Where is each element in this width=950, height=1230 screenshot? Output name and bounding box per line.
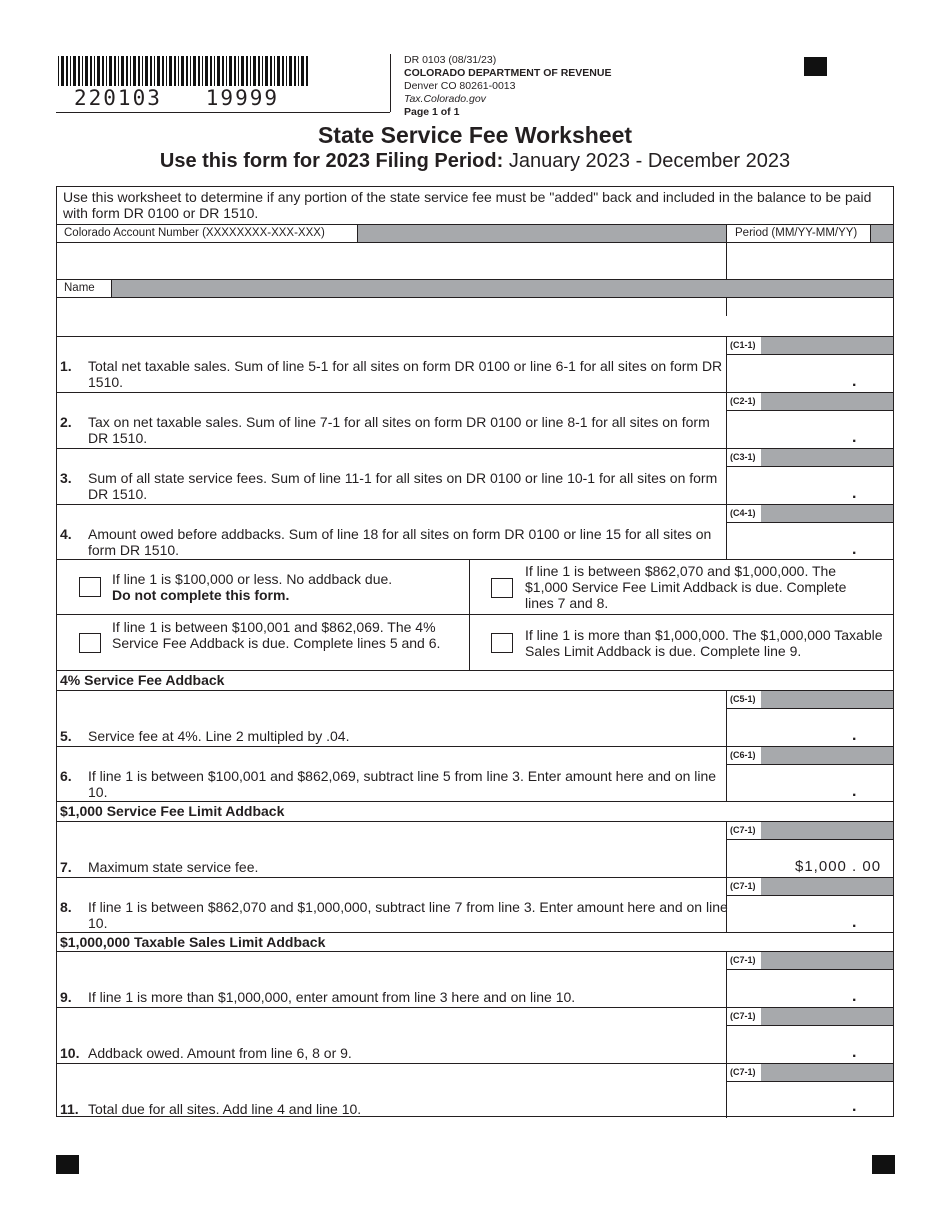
line-2-number: 2. (60, 414, 72, 430)
line-2-text: Tax on net taxable sales. Sum of line 7-1 for all sites on form DR 0100 or line 8-1 for all sites on form DR 1510. (88, 414, 710, 446)
barcode (58, 56, 310, 90)
barcode-bar (193, 56, 196, 86)
barcode-bar (178, 56, 179, 86)
line-1-decimal: . (852, 373, 857, 390)
barcode-number: 220103 19999 (74, 86, 280, 110)
barcode-bar (181, 56, 184, 86)
registration-mark-bottom-right (872, 1155, 895, 1174)
subtitle-period: January 2023 - December 2023 (503, 150, 791, 172)
barcode-bar (253, 56, 256, 86)
barcode-bar (262, 56, 263, 86)
section-1000000-heading: $1,000,000 Taxable Sales Limit Addback (60, 934, 326, 950)
line-6-text: If line 1 is between $100,001 and $862,069, subtract line 5 from line 3. Enter amount here and on line 10. (88, 768, 717, 800)
line-6-number: 6. (60, 768, 72, 784)
barcode-underline (56, 112, 390, 113)
line-5-code: (C5-1) (730, 694, 756, 704)
barcode-bar (121, 56, 124, 86)
barcode-bar (286, 56, 287, 86)
barcode-bar (114, 56, 116, 86)
line-8-code: (C7-1) (730, 881, 756, 891)
line-4-number: 4. (60, 526, 72, 542)
barcode-bar (157, 56, 160, 86)
barcode-bar (238, 56, 239, 86)
line-3-number: 3. (60, 470, 72, 486)
checkbox-1000000-limit-addback-label: If line 1 is more than $1,000,000. The $1,000,000 Taxable Sales Limit Addback is due. Complete line 9. (525, 627, 883, 659)
barcode-bar (274, 56, 275, 86)
checkbox-1000-limit-addback-label: If line 1 is between $862,070 and $1,000,000. The $1,000 Service Fee Limit Addback is due. Complete lines 7 and 8. (525, 563, 847, 611)
barcode-bar (142, 56, 143, 86)
field-header-bar (761, 337, 893, 354)
header-divider (390, 54, 391, 112)
department-name: COLORADO DEPARTMENT OF REVENUE (404, 67, 612, 79)
line-9-amount-field[interactable] (727, 970, 893, 1007)
line-7-code: (C7-1) (730, 825, 756, 835)
line-8-text: If line 1 is between $862,070 and $1,000,000, subtract line 7 from line 3. Enter amount here and on line 10. (88, 899, 728, 931)
barcode-bar (133, 56, 136, 86)
barcode-bar (294, 56, 296, 86)
barcode-bar (66, 56, 68, 86)
line-10-code: (C7-1) (730, 1011, 756, 1021)
line-9-number: 9. (60, 989, 72, 1005)
worksheet-form (56, 186, 894, 1117)
checkbox-4pct-addback[interactable] (79, 633, 101, 653)
label-bar (112, 280, 893, 297)
line-5-decimal: . (852, 727, 857, 744)
page-title: State Service Fee Worksheet (317, 122, 633, 148)
line-4-code: (C4-1) (730, 508, 756, 518)
barcode-bar (217, 56, 220, 86)
line-7-text: Maximum state service fee. (88, 859, 259, 875)
line-11-number: 11. (60, 1101, 79, 1117)
label-bar (358, 225, 727, 242)
barcode-bar (94, 56, 95, 86)
line-3-amount-field[interactable] (727, 467, 893, 504)
barcode-bar (169, 56, 172, 86)
barcode-bar (210, 56, 212, 86)
divider (57, 614, 893, 615)
field-header-bar (761, 952, 893, 969)
barcode-bar (234, 56, 236, 86)
barcode-bar (126, 56, 128, 86)
line-10-text: Addback owed. Amount from line 6, 8 or 9. (88, 1045, 352, 1061)
barcode-bar (162, 56, 164, 86)
line-9-decimal: . (852, 988, 857, 1005)
barcode-bar (150, 56, 152, 86)
line-5-number: 5. (60, 728, 72, 744)
line-6-amount-field[interactable] (727, 765, 893, 801)
line-5-text: Service fee at 4%. Line 2 multipled by .04. (88, 728, 350, 744)
line-10-number: 10. (60, 1045, 80, 1061)
barcode-bar (61, 56, 64, 86)
line-7-amount-value: $1,000 . 00 (795, 858, 882, 875)
department-website: Tax.Colorado.gov (404, 93, 486, 105)
name-label: Name (64, 282, 95, 294)
barcode-bar (270, 56, 272, 86)
field-header-bar (761, 691, 893, 708)
field-header-bar (761, 878, 893, 895)
barcode-bar (222, 56, 224, 86)
line-6-code: (C6-1) (730, 750, 756, 760)
divider (57, 801, 893, 802)
page-number: Page 1 of 1 (404, 106, 460, 118)
line-7-number: 7. (60, 859, 72, 875)
barcode-bar (258, 56, 260, 86)
line-2-code: (C2-1) (730, 396, 756, 406)
checkbox-1000-limit-addback[interactable] (491, 578, 513, 598)
line-1-text: Total net taxable sales. Sum of line 5-1 for all sites on form DR 0100 or line 6-1 for all sites on form DR 1510. (88, 358, 723, 390)
section-4pct-heading: 4% Service Fee Addback (60, 672, 225, 688)
barcode-bar (130, 56, 131, 86)
barcode-bar (70, 56, 71, 86)
line-9-text: If line 1 is more than $1,000,000, enter amount from line 3 here and on line 10. (88, 989, 576, 1005)
subtitle-bold: Use this form for 2023 Filing Period: (159, 150, 504, 172)
line-1-code: (C1-1) (730, 340, 756, 350)
barcode-bar (109, 56, 112, 86)
department-address: Denver CO 80261-0013 (404, 80, 516, 92)
barcode-bar (289, 56, 292, 86)
line-8-decimal: . (852, 914, 857, 931)
label-bar (871, 225, 893, 242)
period-field[interactable] (727, 243, 893, 279)
barcode-bar (97, 56, 100, 86)
barcode-bar (298, 56, 299, 86)
barcode-bar (198, 56, 200, 86)
line-11-text: Total due for all sites. Add line 4 and line 10. (88, 1101, 362, 1117)
line-3-text: Sum of all state service fees. Sum of line 11-1 for all sites on DR 0100 or line 10-1 for all sites on form DR 1510. (88, 470, 718, 502)
barcode-bar (190, 56, 191, 86)
field-header-bar (761, 393, 893, 410)
field-header-bar (761, 747, 893, 764)
line-11-amount-field[interactable] (727, 1082, 893, 1116)
line-1-number: 1. (60, 358, 72, 374)
line-5-amount-field[interactable] (727, 709, 893, 746)
barcode-bar (174, 56, 176, 86)
page-subtitle (0, 150, 950, 173)
divider (57, 932, 893, 933)
barcode-bar (277, 56, 280, 86)
barcode-bar (306, 56, 308, 86)
divider (57, 559, 893, 560)
barcode-bar (90, 56, 92, 86)
line-8-amount-field[interactable] (727, 896, 893, 932)
barcode-bar (282, 56, 284, 86)
checkbox-1000000-limit-addback[interactable] (491, 633, 513, 653)
field-header-bar (761, 505, 893, 522)
checkbox-no-addback-label-line1: If line 1 is $100,000 or less. No addback due. (112, 571, 393, 587)
checkbox-no-addback[interactable] (79, 577, 101, 597)
line-4-decimal: . (852, 541, 857, 558)
line-2-decimal: . (852, 429, 857, 446)
period-label: Period (MM/YY-MM/YY) (735, 227, 858, 239)
barcode-bar (246, 56, 248, 86)
barcode-bar (85, 56, 88, 86)
line-9-code: (C7-1) (730, 955, 756, 965)
checkbox-4pct-addback-label: If line 1 is between $100,001 and $862,069. The 4% Service Fee Addback is due. Complete lines 5 and 6. (112, 619, 441, 651)
registration-mark-bottom-left (56, 1155, 79, 1174)
barcode-bar (214, 56, 215, 86)
field-header-bar (761, 1064, 893, 1081)
barcode-bar (154, 56, 155, 86)
barcode-bar (138, 56, 140, 86)
barcode-bar (102, 56, 104, 86)
barcode-bar (58, 56, 59, 86)
barcode-bar (229, 56, 232, 86)
line-10-decimal: . (852, 1044, 857, 1061)
barcode-bar (73, 56, 76, 86)
line-4-text: Amount owed before addbacks. Sum of line 18 for all sites on form DR 0100 or line 15 for all sites on form DR 1510. (88, 526, 712, 558)
barcode-bar (186, 56, 188, 86)
line-11-code: (C7-1) (730, 1067, 756, 1077)
barcode-bar (241, 56, 244, 86)
barcode-bar (118, 56, 119, 86)
registration-mark-top-right (804, 57, 827, 76)
barcode-bar (82, 56, 83, 86)
barcode-bar (78, 56, 80, 86)
line-3-decimal: . (852, 485, 857, 502)
line-4-amount-field[interactable] (727, 523, 893, 559)
section-1000-heading: $1,000 Service Fee Limit Addback (60, 803, 285, 819)
line-6-decimal: . (852, 783, 857, 800)
line-11-decimal: . (852, 1098, 857, 1115)
name-field[interactable] (58, 298, 893, 336)
line-2-amount-field[interactable] (727, 411, 893, 448)
line-8-number: 8. (60, 899, 72, 915)
account-number-label: Colorado Account Number (XXXXXXXX-XXX-XXX) (64, 227, 325, 239)
barcode-bar (202, 56, 203, 86)
barcode-bar (226, 56, 227, 86)
barcode-bar (106, 56, 107, 86)
barcode-bar (166, 56, 167, 86)
barcode-bar (301, 56, 304, 86)
line-3-code: (C3-1) (730, 452, 756, 462)
barcode-bar (145, 56, 148, 86)
divider (57, 670, 893, 671)
field-header-bar (761, 822, 893, 839)
line-1-amount-field[interactable] (727, 355, 893, 392)
barcode-bar (265, 56, 268, 86)
field-header-bar (761, 449, 893, 466)
field-header-bar (761, 1008, 893, 1025)
barcode-bar (250, 56, 251, 86)
account-number-field[interactable] (58, 243, 725, 279)
barcode-bar (205, 56, 208, 86)
form-id: DR 0103 (08/31/23) (404, 54, 497, 66)
divider (726, 839, 893, 840)
intro-text: Use this worksheet to determine if any portion of the state service fee must be "added" back and included in the balance to be paid with form DR 0100 or DR 1510. (63, 189, 872, 221)
line-10-amount-field[interactable] (727, 1026, 893, 1063)
checkbox-no-addback-label-line2: Do not complete this form. (112, 587, 290, 603)
